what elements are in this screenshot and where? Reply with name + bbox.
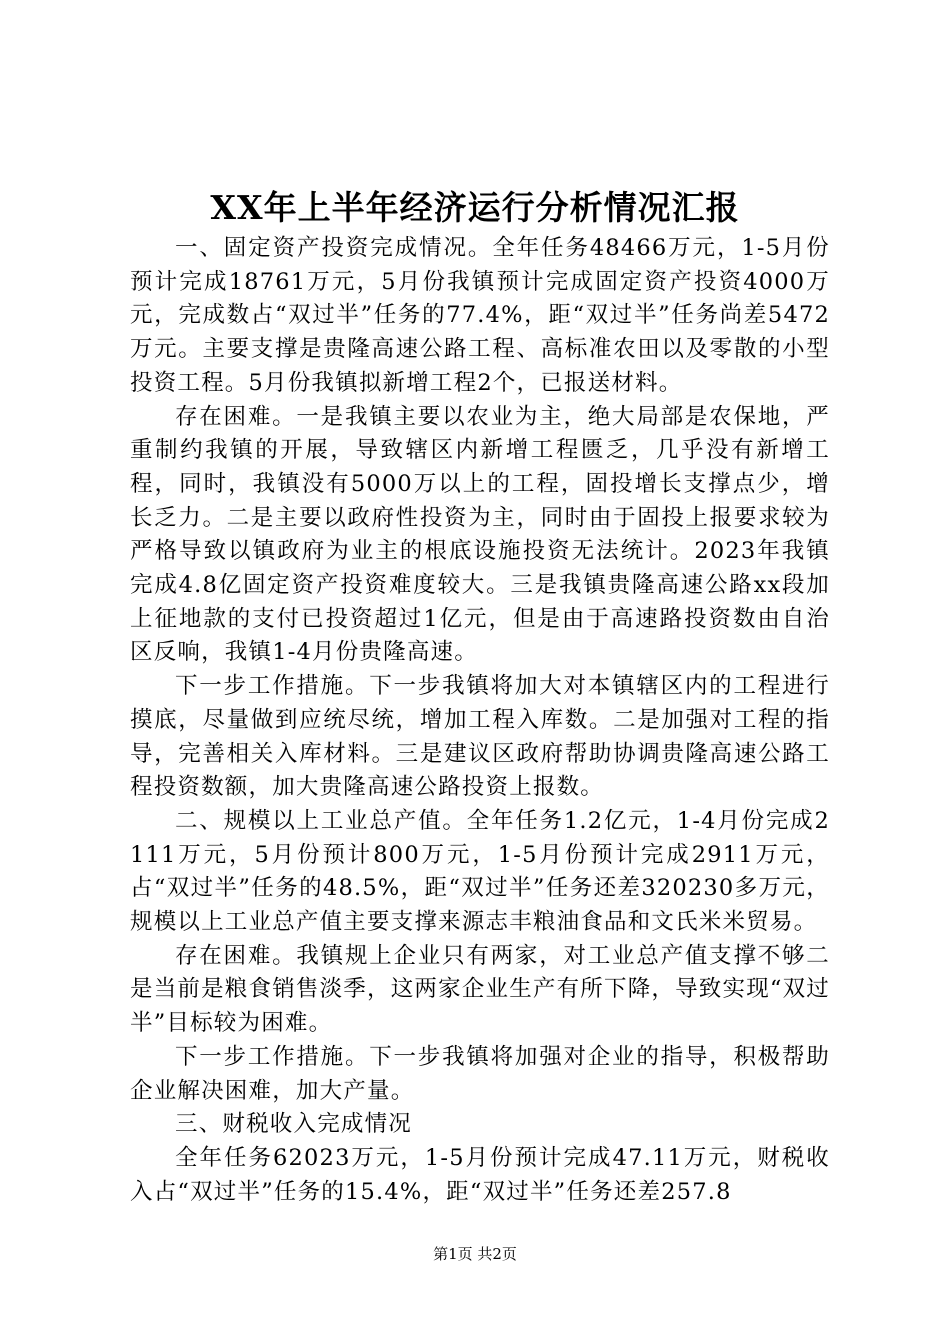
paragraph-next-steps-1: 下一步工作措施。下一步我镇将加大对本镇辖区内的工程进行摸底，尽量做到应统尽统，增加工程入库数。二是加强对工程的指导，完善相关入库材料。三是建议区政府帮助协调贵隆高速公路工程投资数额，加大贵隆高速公路投资上报数。 [130,673,830,801]
page-number-footer: 第1页 共2页 [433,1245,517,1263]
document-body [130,232,830,1209]
paragraph-fixed-asset-investment: 一、固定资产投资完成情况。全年任务48466万元，1-5月份预计完成18761万元，5月份我镇预计完成固定资产投资4000万元，完成数占“双过半”任务的77.4%，距“双过半”任务尚差5472万元。主要支撑是贵隆高速公路工程、高标准农田以及零散的小型投资工程。5月份我镇拟新增工程2个，已报送材料。 [130,235,830,396]
paragraph-next-steps-2: 下一步工作措施。下一步我镇将加强对企业的指导，积极帮助企业解决困难，加大产量。 [130,1043,830,1104]
paragraph-difficulties-1: 存在困难。一是我镇主要以农业为主，绝大局部是农保地，严重制约我镇的开展，导致辖区内新增工程匮乏，几乎没有新增工程，同时，我镇没有5000万以上的工程，固投增长支撑点少，增长乏力。二是主要以政府性投资为主，同时由于固投上报要求较为严格导致以镇政府为业主的根底设施投资无法统计。2023年我镇完成4.8亿固定资产投资难度较大。三是我镇贵隆高速公路xx段加上征地款的支付已投资超过1亿元，但是由于高速路投资数由自治区反响，我镇1-4月份贵隆高速。 [130,403,830,666]
paragraph-difficulties-2: 存在困难。我镇规上企业只有两家，对工业总产值支撑不够二是当前是粮食销售淡季，这两家企业生产有所下降，导致实现“双过半”目标较为困难。 [130,942,831,1037]
document-title: XX年上半年经济运行分析情况汇报 [210,188,740,227]
section-heading-fiscal-revenue: 三、财税收入完成情况 [175,1111,413,1138]
paragraph-fiscal-revenue: 全年任务62023万元，1-5月份预计完成47.11万元，财税收入占“双过半”任务的15.4%，距“双过半”任务还差257.8 [130,1144,830,1205]
paragraph-industrial-output: 二、规模以上工业总产值。全年任务1.2亿元，1-4月份完成2111万元，5月份预计800万元，1-5月份预计完成2911万元，占“双过半”任务的48.5%，距“双过半”任务还差320230多万元，规模以上工业总产值主要支撑来源志丰粮油食品和文氏米米贸易。 [130,807,830,936]
